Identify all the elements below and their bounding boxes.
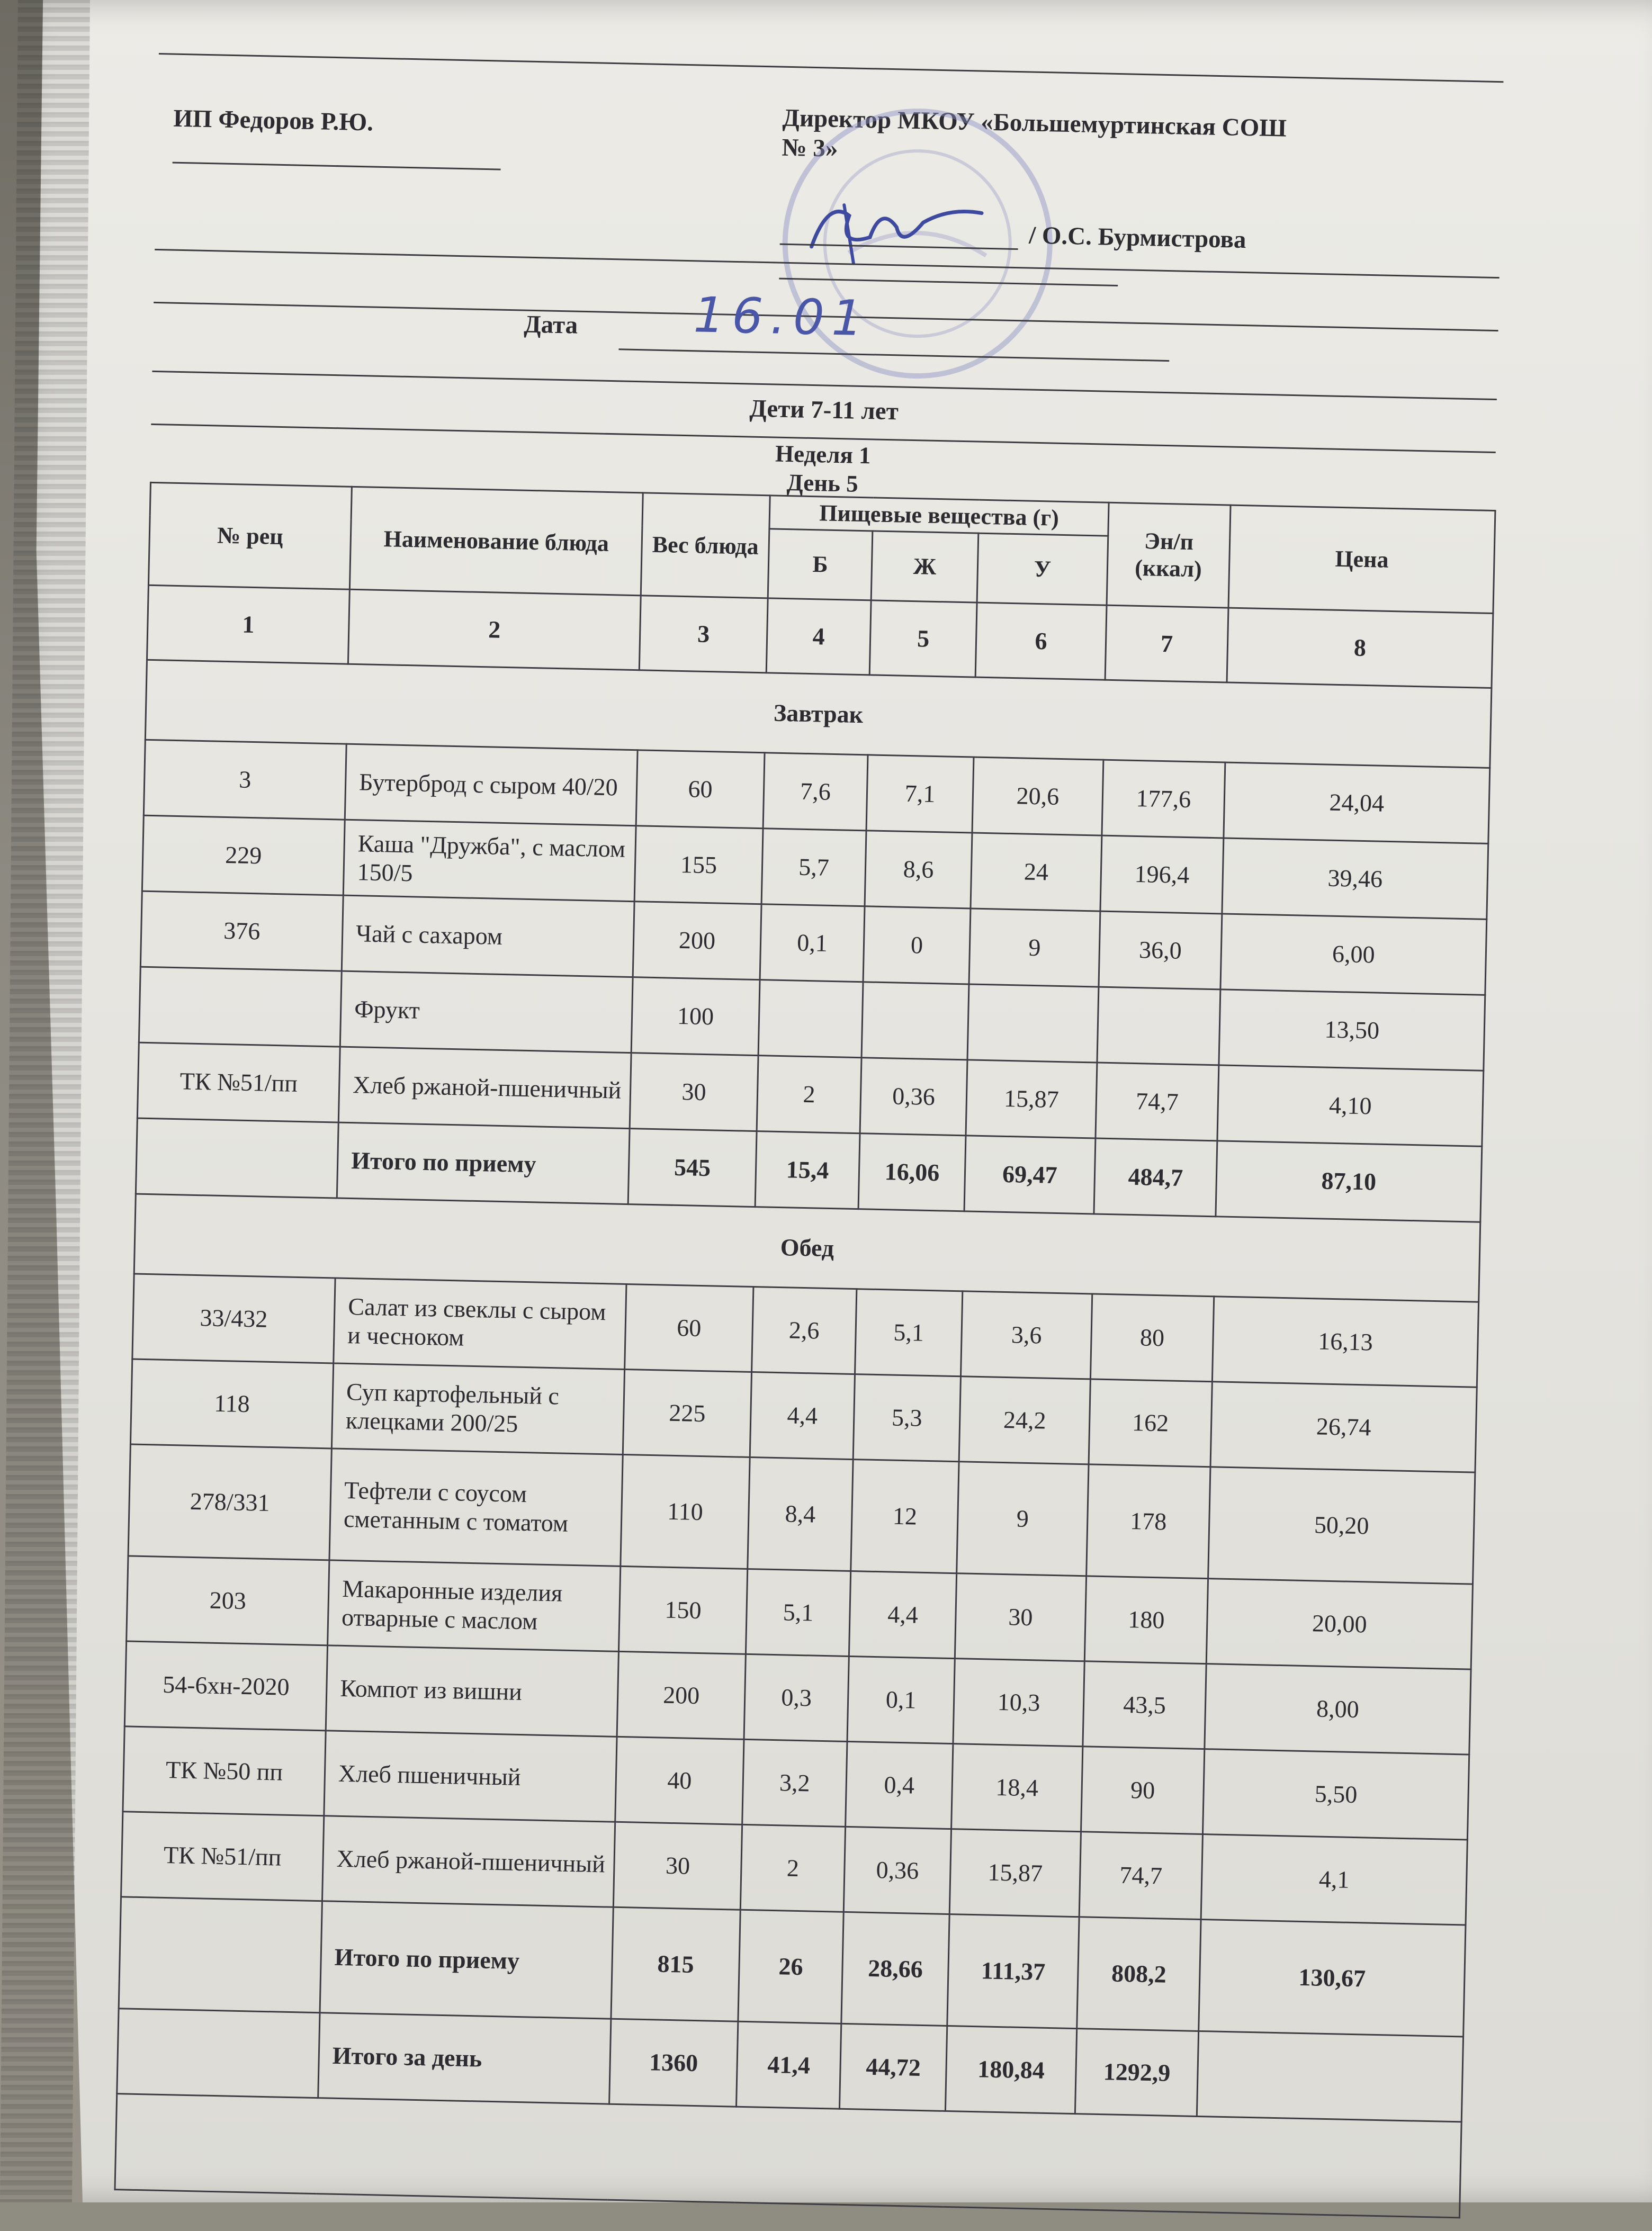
- cell-price: 13,50: [1219, 989, 1485, 1070]
- cell-u: 18,4: [951, 1744, 1083, 1832]
- col-number: 2: [348, 589, 641, 670]
- section-title-breakfast: Завтрак: [145, 660, 1492, 768]
- date-handwritten: 16.01: [693, 286, 871, 347]
- day-total-price: [1197, 2031, 1463, 2121]
- section-title-lunch: Обед: [134, 1194, 1480, 1302]
- cell-rec: 33/432: [132, 1274, 335, 1363]
- cell-energy: 74,7: [1079, 1832, 1202, 1920]
- cell-zh: 4,4: [849, 1571, 956, 1658]
- cell-u: 3,6: [960, 1291, 1092, 1379]
- date-label: Дата: [523, 310, 578, 339]
- col-number: 3: [639, 596, 768, 673]
- cell-energy: 36,0: [1099, 911, 1222, 989]
- director-name: / О.С. Бурмистрова: [1028, 221, 1246, 254]
- cell-weight: 60: [625, 1284, 753, 1372]
- cell-b: 5,7: [761, 829, 866, 906]
- cell-rec: [136, 1118, 338, 1198]
- cell-rec: 376: [140, 891, 343, 971]
- cell-weight: 60: [636, 750, 765, 829]
- cell-rec: 278/331: [128, 1444, 331, 1560]
- approver-title-line1: Директор МКОУ «Большемуртинская СОШ: [782, 104, 1287, 142]
- total-weight: 545: [628, 1128, 757, 1207]
- col-zh-header: Ж: [871, 531, 978, 602]
- cell-zh: 5,3: [853, 1374, 960, 1461]
- total-label: Итого по приему: [320, 1901, 613, 2019]
- col-number: 6: [975, 602, 1107, 680]
- cell-energy: 74,7: [1096, 1063, 1219, 1141]
- total-energy: 808,2: [1077, 1917, 1201, 2031]
- cell-price: 8,00: [1205, 1664, 1471, 1755]
- cell-b: 0,3: [744, 1654, 849, 1741]
- cell-u: 20,6: [972, 757, 1103, 835]
- cell-price: 39,46: [1222, 838, 1488, 919]
- cell-b: 2: [757, 1056, 861, 1134]
- age-group: Дети 7-11 лет: [749, 394, 899, 426]
- cell-u: 24,2: [959, 1377, 1090, 1464]
- cell-weight: 110: [621, 1454, 750, 1569]
- cell-zh: 0: [863, 906, 971, 984]
- cell-name: Каша "Дружба", с маслом 150/5: [343, 820, 636, 901]
- day-label: День 5: [786, 469, 859, 497]
- total-b: 15,4: [755, 1131, 860, 1209]
- cell-u: 30: [955, 1573, 1086, 1661]
- cell-name: Чай с сахаром: [342, 895, 634, 977]
- cell-name: Хлеб ржаной-пшеничный: [322, 1816, 615, 1907]
- col-number: 1: [147, 585, 349, 664]
- total-zh: 28,66: [841, 1912, 949, 2026]
- cell-u: 9: [969, 908, 1100, 987]
- cell-weight: 155: [634, 826, 763, 904]
- day-total-label: Итого за день: [318, 2013, 611, 2104]
- cell-rec: 229: [142, 815, 345, 895]
- cell-u: 10,3: [953, 1659, 1084, 1747]
- total-u: 69,47: [964, 1136, 1096, 1214]
- cell-weight: 100: [631, 977, 760, 1056]
- cell-energy: 180: [1084, 1576, 1208, 1664]
- cell-weight: 200: [633, 902, 761, 980]
- cell-rec: 203: [127, 1556, 329, 1645]
- cell-u: 9: [957, 1462, 1089, 1576]
- cell-name: Салат из свеклы с сыром и чесноком: [334, 1278, 626, 1369]
- total-zh: 16,06: [858, 1134, 966, 1211]
- cell-rec: [117, 2009, 320, 2098]
- cell-weight: 40: [615, 1737, 744, 1824]
- cell-zh: 0,4: [846, 1741, 953, 1829]
- cell-name: Бутерброд с сыром 40/20: [345, 744, 638, 825]
- total-u: 111,37: [947, 1914, 1079, 2028]
- cell-zh: 7,1: [866, 755, 974, 833]
- cell-b: 0,1: [760, 904, 865, 982]
- day-total-zh: 44,72: [839, 2023, 947, 2111]
- cell-energy: 90: [1081, 1747, 1205, 1834]
- cell-rec: 54-6хн-2020: [124, 1641, 327, 1731]
- cell-name: Фрукт: [340, 971, 633, 1052]
- cell-rec: 3: [143, 740, 346, 820]
- total-weight: 815: [611, 1907, 740, 2021]
- cell-b: 2: [740, 1824, 845, 1912]
- cell-weight: 200: [617, 1651, 746, 1739]
- col-b-header: Б: [768, 529, 873, 600]
- col-number: 4: [766, 598, 871, 675]
- cell-zh: 0,1: [847, 1656, 955, 1743]
- col-name-header: Наименование блюда: [349, 487, 643, 595]
- cell-price: 24,04: [1224, 762, 1490, 843]
- col-nutrients-header: Пищевые вещества (г): [769, 496, 1109, 536]
- day-total-b: 41,4: [737, 2021, 841, 2109]
- cell-price: 4,1: [1201, 1834, 1467, 1924]
- cell-name: Компот из вишни: [326, 1645, 618, 1737]
- cell-energy: 178: [1087, 1464, 1210, 1579]
- cell-energy: 80: [1090, 1294, 1214, 1382]
- col-number: 8: [1227, 608, 1493, 688]
- cell-weight: 30: [630, 1053, 758, 1131]
- col-price-header: Цена: [1228, 505, 1495, 613]
- cell-rec: 118: [130, 1359, 333, 1449]
- cell-name: Тефтели с соусом сметанным с томатом: [329, 1449, 623, 1566]
- cell-b: 4,4: [750, 1372, 855, 1459]
- cell-u: 24: [971, 833, 1102, 911]
- menu-document: [114, 53, 1546, 2231]
- org-signature-line: [173, 162, 501, 170]
- cell-energy: 196,4: [1100, 835, 1224, 914]
- cell-b: 7,6: [763, 753, 868, 831]
- total-b: 26: [738, 1910, 843, 2023]
- cell-rec: ТК №50 пп: [123, 1726, 326, 1816]
- cell-price: 6,00: [1220, 914, 1487, 995]
- menu-table: [114, 482, 1496, 2218]
- col-u-header: У: [977, 533, 1108, 605]
- cell-rec: ТК №51/пп: [121, 1812, 324, 1901]
- cell-zh: 5,1: [855, 1289, 963, 1377]
- cell-rec: ТК №51/пп: [137, 1042, 340, 1122]
- col-number: 5: [869, 600, 977, 677]
- cell-price: 50,20: [1208, 1467, 1475, 1584]
- cell-weight: 225: [623, 1369, 751, 1457]
- cell-energy: 43,5: [1083, 1661, 1206, 1749]
- total-label: Итого по приему: [337, 1122, 630, 1204]
- cell-b: 5,1: [746, 1569, 850, 1656]
- day-total-energy: 1292,9: [1075, 2029, 1198, 2117]
- week-label: Неделя 1: [775, 440, 872, 469]
- cell-name: Суп картофельный с клецками 200/25: [331, 1363, 624, 1454]
- cell-b: 2,6: [752, 1287, 857, 1374]
- cell-zh: 0,36: [860, 1058, 967, 1136]
- cell-b: 3,2: [742, 1739, 847, 1827]
- cell-energy: [1097, 987, 1220, 1065]
- cell-name: Макаронные изделия отварные с маслом: [328, 1560, 621, 1651]
- total-price: 87,10: [1216, 1141, 1482, 1222]
- total-energy: 484,7: [1094, 1138, 1217, 1217]
- col-energy-header: Эн/п (ккал): [1107, 502, 1231, 608]
- cell-price: 16,13: [1212, 1297, 1478, 1387]
- cell-u: 15,87: [949, 1829, 1081, 1917]
- cell-rec: [119, 1897, 322, 2013]
- col-number: 7: [1105, 605, 1228, 682]
- day-total-weight: 1360: [609, 2019, 738, 2107]
- cell-zh: 12: [851, 1459, 959, 1573]
- cell-b: [758, 980, 863, 1058]
- cell-name: Хлеб пшеничный: [324, 1731, 617, 1822]
- cell-u: [967, 984, 1099, 1063]
- cell-zh: [861, 982, 969, 1060]
- total-price: 130,67: [1199, 1919, 1466, 2036]
- cell-weight: 30: [613, 1822, 742, 1910]
- cell-weight: 150: [618, 1566, 747, 1654]
- cell-energy: 162: [1089, 1379, 1212, 1467]
- cell-price: 26,74: [1210, 1382, 1477, 1472]
- col-rec-header: № рец: [148, 482, 352, 589]
- day-total-u: 180,84: [945, 2026, 1076, 2113]
- cell-price: 4,10: [1217, 1065, 1484, 1146]
- approver-title-line2: № 3»: [781, 134, 839, 163]
- cell-zh: 0,36: [843, 1827, 951, 1914]
- cell-b: 8,4: [748, 1457, 853, 1571]
- col-weight-header: Вес блюда: [641, 493, 770, 598]
- cell-rec: [139, 967, 342, 1047]
- cell-energy: 177,6: [1102, 760, 1225, 838]
- organization-name: ИП Федоров Р.Ю.: [173, 104, 374, 137]
- cell-price: 20,00: [1206, 1579, 1473, 1669]
- cell-price: 5,50: [1202, 1749, 1469, 1839]
- cell-zh: 8,6: [865, 831, 972, 908]
- cell-u: 15,87: [966, 1060, 1097, 1138]
- cell-name: Хлеб ржаной-пшеничный: [338, 1047, 631, 1128]
